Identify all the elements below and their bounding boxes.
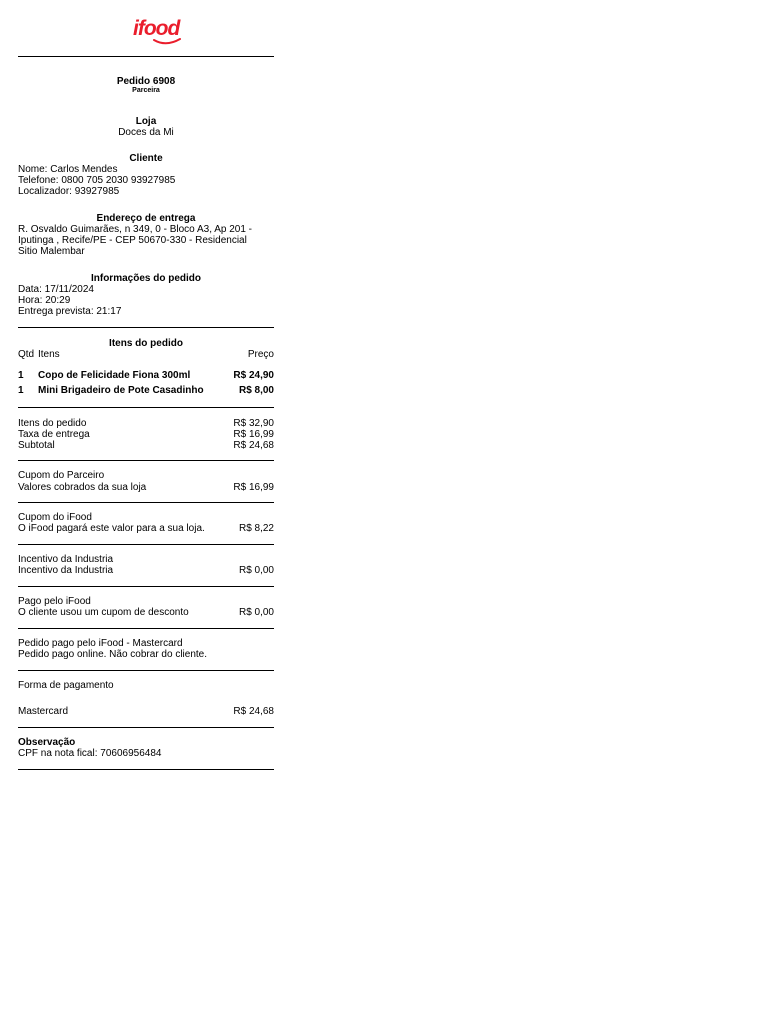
item-name: Copo de Felicidade Fiona 300ml bbox=[38, 370, 191, 381]
payment-note-line: Pedido pago pelo iFood - Mastercard bbox=[18, 638, 183, 649]
ifood-logo bbox=[132, 14, 194, 48]
items-heading: Itens do pedido bbox=[109, 338, 183, 349]
address-line: Sitio Malembar bbox=[18, 246, 85, 257]
payment-row bbox=[18, 706, 274, 717]
customer-heading: Cliente bbox=[129, 153, 163, 164]
delivery-fee-label: Taxa de entrega bbox=[18, 429, 90, 440]
partner-coupon-title: Cupom do Parceiro bbox=[18, 470, 105, 481]
industry-title: Incentivo da Industria bbox=[18, 554, 114, 565]
item-qty: 1 bbox=[18, 370, 24, 381]
divider bbox=[18, 460, 274, 461]
order-time: Hora: 20:29 bbox=[18, 295, 71, 306]
paid-by-ifood-value: R$ 0,00 bbox=[238, 607, 274, 618]
partner-coupon-desc: Valores cobrados da sua loja bbox=[18, 482, 147, 493]
partner-coupon-row bbox=[18, 482, 274, 493]
paid-by-ifood-title: Pago pelo iFood bbox=[18, 596, 91, 607]
customer-phone: Telefone: 0800 705 2030 93927985 bbox=[18, 175, 176, 186]
svg-text:ifood: ifood bbox=[133, 17, 180, 40]
delivery-fee-row bbox=[18, 429, 274, 440]
divider bbox=[18, 670, 274, 671]
items-total-value: R$ 32,90 bbox=[233, 418, 274, 429]
address-heading: Endereço de entrega bbox=[96, 213, 196, 224]
partner-coupon-value: R$ 16,99 bbox=[233, 482, 274, 493]
paid-by-ifood-row bbox=[18, 607, 274, 618]
store-name: Doces da Mi bbox=[118, 127, 174, 138]
payment-method: Mastercard bbox=[18, 706, 69, 717]
divider bbox=[18, 586, 274, 587]
subtotal-value: R$ 24,68 bbox=[233, 440, 274, 451]
payment-value: R$ 24,68 bbox=[233, 706, 274, 717]
address-line: Iputinga , Recife/PE - CEP 50670-330 - Residencial bbox=[18, 235, 247, 246]
divider bbox=[18, 327, 274, 328]
col-items: Itens bbox=[38, 349, 60, 360]
divider bbox=[18, 544, 274, 545]
order-eta: Entrega prevista: 21:17 bbox=[18, 306, 122, 317]
items-total-row bbox=[18, 418, 274, 429]
item-row bbox=[18, 385, 274, 396]
col-qty: Qtd bbox=[18, 349, 35, 360]
subtotal-row bbox=[18, 440, 274, 451]
item-name: Mini Brigadeiro de Pote Casadinho bbox=[38, 385, 204, 396]
paid-by-ifood-desc: O cliente usou um cupom de desconto bbox=[18, 607, 189, 618]
notes-heading: Observação bbox=[18, 737, 76, 748]
payment-note-line: Pedido pago online. Não cobrar do cliente. bbox=[18, 649, 208, 660]
customer-name: Nome: Carlos Mendes bbox=[18, 164, 118, 175]
customer-locator: Localizador: 93927985 bbox=[18, 186, 120, 197]
item-qty: 1 bbox=[18, 385, 24, 396]
ifood-coupon-row bbox=[18, 523, 274, 534]
divider bbox=[18, 769, 274, 770]
industry-row bbox=[18, 565, 274, 576]
item-price: R$ 8,00 bbox=[238, 385, 274, 396]
divider bbox=[18, 407, 274, 408]
ifood-coupon-title: Cupom do iFood bbox=[18, 512, 92, 523]
order-subtitle: Parceira bbox=[132, 87, 160, 94]
items-total-label: Itens do pedido bbox=[18, 418, 87, 429]
order-date: Data: 17/11/2024 bbox=[18, 284, 94, 295]
divider bbox=[18, 502, 274, 503]
industry-value: R$ 0,00 bbox=[238, 565, 274, 576]
notes-text: CPF na nota fical: 70606956484 bbox=[18, 748, 162, 759]
items-header-row bbox=[18, 349, 274, 360]
divider bbox=[18, 628, 274, 629]
ifood-coupon-desc: O iFood pagará este valor para a sua loja. bbox=[18, 523, 205, 534]
subtotal-label: Subtotal bbox=[18, 440, 55, 451]
industry-desc: Incentivo da Industria bbox=[18, 565, 114, 576]
payment-heading: Forma de pagamento bbox=[18, 680, 114, 691]
order-title: Pedido 6908 bbox=[116, 76, 176, 87]
col-price: Preço bbox=[247, 349, 274, 360]
divider bbox=[18, 727, 274, 728]
store-heading: Loja bbox=[135, 116, 157, 127]
delivery-fee-value: R$ 16,99 bbox=[233, 429, 274, 440]
item-row bbox=[18, 370, 274, 381]
item-price: R$ 24,90 bbox=[233, 370, 274, 381]
ifood-coupon-value: R$ 8,22 bbox=[238, 523, 274, 534]
info-heading: Informações do pedido bbox=[90, 273, 201, 284]
divider bbox=[18, 56, 274, 57]
address-line: R. Osvaldo Guimarães, n 349, 0 - Bloco A3, Ap 201 - bbox=[18, 224, 253, 235]
